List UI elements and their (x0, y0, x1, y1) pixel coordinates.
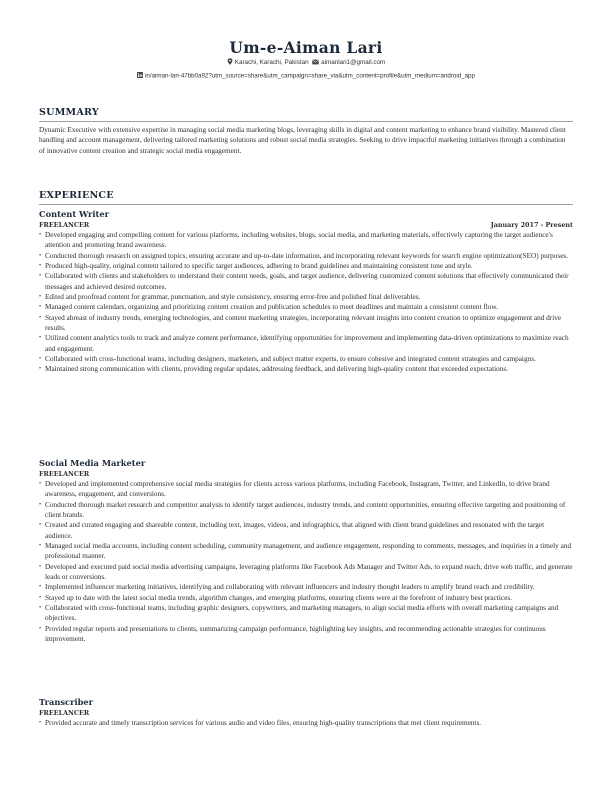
company-name: FREELANCER (39, 221, 90, 229)
job-company (39, 470, 573, 478)
bullet-item: • Conducted thorough market research and competitor analysis to identify target audiences, industry trends, and content opportunities, ensuring effective targeting and positioning of client brands. (39, 500, 573, 521)
bullet-item: • Utilized content analytics tools to track and analyze content performance, identifying opportunities for improvement and implementing data-driven optimizations to maximize reach and engagement. (39, 333, 573, 354)
company-name: FREELANCER (39, 709, 90, 717)
job-company (39, 221, 573, 229)
bullet-item: • Managed social media accounts, including content scheduling, community management, and audience engagement, responding to comments, messages, and inquiries in a timely and professional manner. (39, 541, 573, 562)
bullet-item: • Developed and executed paid social media advertising campaigns, leveraging platforms like Facebook Ads Manager and Twitter Ads, to expand reach, drive web traffic, and generate leads or conversions. (39, 562, 573, 583)
linkedin-link[interactable]: in/aiman-lari-47bb0a92?utm_source=share&utm_campaign=share_via&utm_content=profile&utm_medium=android_app (145, 72, 475, 80)
email-link[interactable]: aimanlari1@gmail.com (321, 59, 386, 67)
contact-line-secondary (0, 72, 612, 80)
job-entry-social-media-marketer (39, 458, 573, 645)
bullet-item: • Collaborated with cross-functional teams, including designers, marketers, and subject matter experts, to ensure cohesive and integrated content strategies and campaigns. (39, 354, 573, 364)
bullet-item: • Stayed up to date with the latest social media trends, algorithm changes, and emerging platforms, ensuring clients were at the forefront of industry best practices. (39, 593, 573, 603)
bullet-item: • Created and curated engaging and shareable content, including text, images, videos, and infographics, that aligned with client brand guidelines and resonated with the target audience. (39, 520, 573, 541)
job-bullets (39, 230, 573, 375)
bullet-item: • Produced high-quality, original content tailored to specific target audiences, adhering to brand guidelines and maintaining consistent tone and style. (39, 261, 573, 271)
candidate-name: Um-e-Aiman Lari (229, 38, 383, 57)
bullet-item: • Collaborated with cross-functional teams, including graphic designers, copywriters, and marketing managers, to align social media efforts with overall marketing campaigns and objectives. (39, 603, 573, 624)
bullet-item: • Provided accurate and timely transcription services for various audio and video files, ensuring high-quality transcriptions that met client requirements. (39, 718, 573, 728)
bullet-item: • Provided regular reports and presentations to clients, summarizing campaign performance, highlighting key insights, and recommending actionable strategies for continuous improvement. (39, 624, 573, 645)
job-bullets (39, 479, 573, 645)
bullet-item: • Stayed abreast of industry trends, emerging technologies, and content marketing strategies, incorporating relevant insights into content creation to optimize engagement and drive results. (39, 313, 573, 334)
job-title: Social Media Marketer (39, 458, 146, 468)
bullet-item: • Implemented influencer marketing initiatives, identifying and collaborating with relevant influencers and industry thought leaders to amplify brand reach and credibility. (39, 582, 573, 592)
experience-heading: EXPERIENCE (39, 190, 114, 201)
summary-section (39, 107, 573, 122)
linkedin-icon (137, 72, 143, 80)
job-entry-transcriber (39, 697, 573, 728)
experience-divider (39, 204, 573, 205)
summary-divider (39, 121, 573, 122)
job-bullets (39, 718, 573, 728)
summary-heading: SUMMARY (39, 107, 99, 118)
bullet-item: • Managed content calendars, organizing and prioritizing content creation and publication schedules to meet deadlines and maintain a consistent content flow. (39, 302, 573, 312)
job-dates: January 2017 - Present (490, 221, 573, 229)
company-name: FREELANCER (39, 470, 90, 478)
bullet-item: • Developed engaging and compelling content for various platforms, including websites, blogs, social media, and marketing materials, effectively capturing the target audience's attention and promoting brand awareness. (39, 230, 573, 251)
bullet-item: • Edited and proofread content for grammar, punctuation, and style consistency, ensuring error-free and polished final deliverables. (39, 292, 573, 302)
experience-section (39, 190, 573, 205)
contact-line-primary (0, 58, 612, 67)
location-pin-icon (227, 58, 233, 67)
summary-text: Dynamic Executive with extensive expertise in managing social media marketing blogs, leveraging skills in digital and content marketing to enhance brand visibility. Mastered client handling and account management, delivering tailored marketing solutions and robust social media strategies. Seeking to drive impactful marketing initiatives through a combination of innovative content creation and strategic social media engagement. (39, 126, 566, 155)
job-entry-content-writer (39, 209, 573, 375)
bullet-item: • Developed and implemented comprehensive social media strategies for clients across various platforms, including Facebook, Instagram, Twitter, and LinkedIn, to drive brand awareness, engagement, and conversions. (39, 479, 573, 500)
job-company (39, 709, 573, 717)
location-text: Karachi, Karachi, Pakistan (234, 59, 309, 67)
email-icon (312, 59, 319, 67)
bullet-item: • Collaborated with clients and stakeholders to understand their content needs, goals, and target audience, delivering customized content solutions that effectively communicated their messages and achieved desired outcomes. (39, 271, 573, 292)
bullet-item: • Maintained strong communication with clients, providing regular updates, addressing feedback, and delivering high-quality content that exceeded expectations. (39, 364, 573, 374)
bullet-item: • Conducted thorough research on assigned topics, ensuring accurate and up-to-date information, and incorporating relevant keywords for search engine optimization(SEO) purposes. (39, 251, 573, 261)
job-title: Transcriber (39, 697, 94, 707)
job-title: Content Writer (39, 209, 109, 219)
